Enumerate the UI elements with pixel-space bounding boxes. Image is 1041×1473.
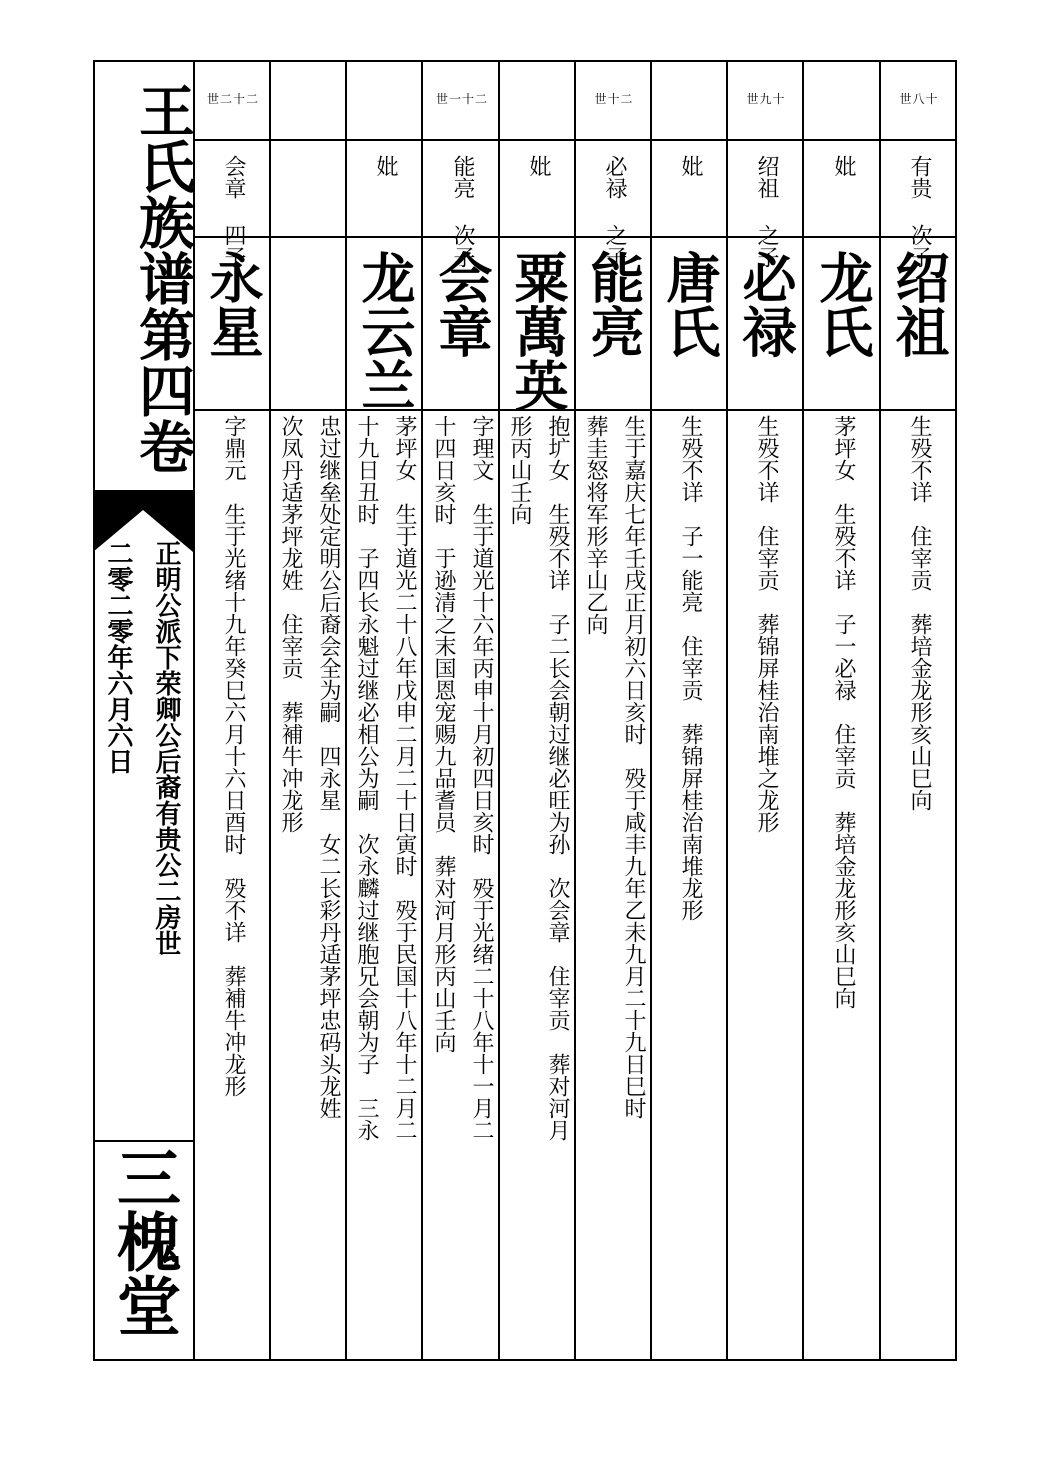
relation-label-text: 有贵 次子 — [907, 155, 932, 268]
person-name-text: 永星 — [201, 250, 265, 358]
person-details-text: 生殁不详 住宰贡 葬锦屏桂治南堆之龙形 — [754, 415, 779, 833]
person-details — [652, 415, 728, 1350]
person-details — [500, 415, 576, 1350]
generation-label: 世九十 — [746, 92, 786, 106]
person-name-text: 必禄 — [734, 250, 798, 358]
generation-label: 世二十二 — [206, 92, 259, 106]
genealogy-column — [195, 60, 271, 1361]
relation-label-text: 妣 — [831, 155, 856, 177]
relation-label-text: 会章 四子 — [221, 155, 246, 268]
person-details-text: 字理文 生于道光十六年丙申十月初四日亥时 殁于光绪二十八年十一月二 十四日亥时 于逊清之末国恩宠赐九品耆员 葬对河月形丙山壬向 — [431, 415, 494, 1141]
branch-subtitle: 正明公派下荣卿公后裔有贵公二房世 — [151, 540, 181, 956]
person-details-text: 茅坪女 生于道光二十八年戊申二月二十日寅时 殁于民国十八年十二月二 十九日丑时 子四长永魁过继必相公为嗣 次永麟过继胞兄会朝为子 三永 — [354, 415, 417, 1141]
person-details-text: 生殁不详 子一能亮 住宰贡 葬锦屏桂治南堆龙形 — [678, 415, 703, 921]
genealogy-column — [424, 60, 500, 1361]
person-details — [271, 415, 347, 1350]
generation-label: 世十二 — [594, 92, 634, 106]
relation-label — [652, 155, 728, 177]
relation-label-text: 妣 — [678, 155, 703, 177]
hall-name: 三槐堂 — [106, 1145, 181, 1337]
relation-label-text: 妣 — [373, 155, 398, 177]
person-name-text: 绍祖 — [887, 250, 951, 358]
person-name — [195, 250, 271, 358]
person-name-text: 粟萬英 — [506, 250, 570, 412]
person-details-text: 生殁不详 住宰贡 葬培金龙形亥山巳向 — [907, 415, 932, 811]
genealogy-column — [500, 60, 576, 1361]
person-name — [424, 250, 500, 358]
genealogy-column — [881, 60, 957, 1361]
relation-label-text: 能亮 次子 — [450, 155, 475, 268]
person-details-text: 茅坪女 生殁不详 子一必禄 住宰贡 葬培金龙形亥山巳向 — [831, 415, 856, 1009]
relation-label-text: 妣 — [526, 155, 551, 177]
person-details-text: 抱圹女 生殁不详 子二长会朝过继必旺为孙 次会章 住宰贡 葬对河月 形丙山壬向 — [507, 415, 570, 1141]
person-name — [728, 250, 804, 358]
person-name — [881, 250, 957, 358]
genealogy-column — [347, 60, 423, 1361]
genealogy-column — [805, 60, 881, 1361]
relation-label — [500, 155, 576, 177]
person-details — [424, 415, 500, 1350]
genealogy-column — [652, 60, 728, 1361]
person-details — [728, 415, 804, 1350]
title-panel — [93, 60, 195, 1361]
genealogy-column — [728, 60, 804, 1361]
person-details-text: 忠过继垒处定明公后裔会全为嗣 四永星 女二长彩丹适茅坪忠码头龙姓 次凤丹适茅坪龙姓 住宰贡 葬補牛冲龙形 — [278, 415, 341, 1119]
person-details — [881, 415, 957, 1350]
person-name-text: 龙氏 — [811, 250, 875, 358]
person-name-text: 龙云兰 — [353, 250, 417, 412]
person-name — [805, 250, 881, 358]
relation-label — [805, 155, 881, 177]
person-details-text: 生于嘉庆七年壬戌正月初六日亥时 殁于咸丰九年乙未九月二十九日巳时 葬圭怒将军形辛山乙向 — [583, 415, 646, 1119]
person-name — [347, 250, 423, 412]
person-details — [347, 415, 423, 1350]
relation-label — [347, 155, 423, 177]
person-name-text: 能亮 — [582, 250, 646, 358]
book-title: 王氏族谱第四卷 — [130, 82, 196, 474]
person-name-text: 唐氏 — [658, 250, 722, 358]
relation-label-text: 必禄 之子 — [602, 155, 627, 268]
person-name — [576, 250, 652, 358]
person-name — [500, 250, 576, 412]
generation-label: 世一十二 — [435, 92, 488, 106]
generation-label: 世八十 — [899, 92, 939, 106]
person-details-text: 字鼎元 生于光绪十九年癸巳六月十六日酉时 殁不详 葬補牛冲龙形 — [221, 415, 246, 1097]
person-name — [652, 250, 728, 358]
person-name-text: 会章 — [430, 250, 494, 358]
person-details — [576, 415, 652, 1350]
divider — [93, 1140, 193, 1142]
person-details — [195, 415, 271, 1350]
person-details — [805, 415, 881, 1350]
genealogy-column — [271, 60, 347, 1361]
relation-label-text: 绍祖 之子 — [754, 155, 779, 268]
genealogy-column — [576, 60, 652, 1361]
publication-date: 二零二零年六月六日 — [103, 540, 133, 774]
